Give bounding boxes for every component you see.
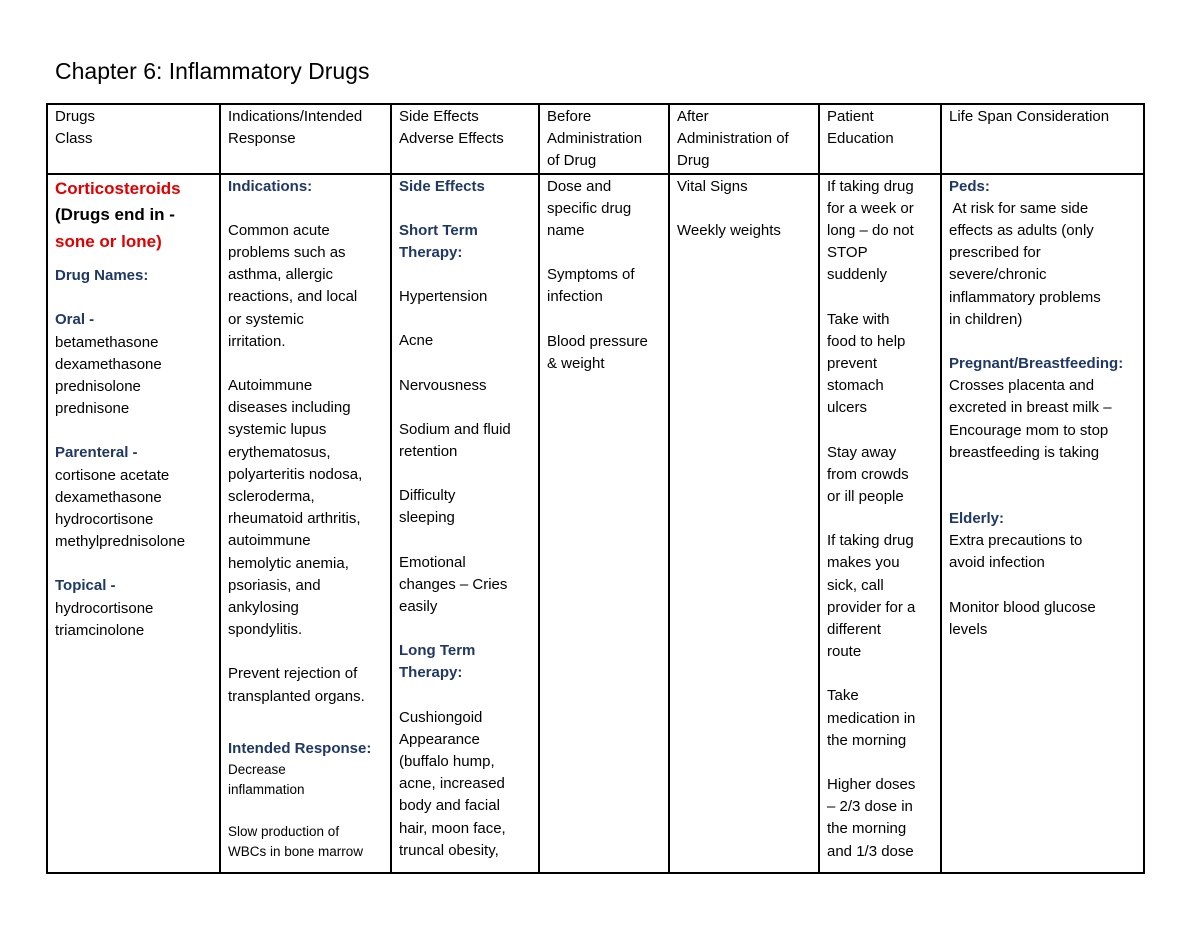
drug-name: dexamethasone — [55, 355, 162, 373]
drug-ending-line: (Drugs end in - — [55, 205, 175, 225]
drug-name: betamethasone — [55, 333, 159, 351]
text-line: rheumatoid arthritis, — [228, 510, 361, 528]
text-line: name — [547, 222, 585, 240]
text-line: prescribed for — [949, 244, 1041, 262]
header-line: Administration — [547, 130, 643, 148]
text-line: sick, call — [827, 576, 884, 594]
header-after-administration — [669, 104, 819, 174]
cell-before-administration — [539, 174, 669, 873]
drug-name: hydrocortisone — [55, 510, 154, 528]
text-line: hemolytic anemia, — [228, 554, 349, 572]
cell-life-span — [941, 174, 1144, 873]
text-line: Common acute — [228, 221, 330, 239]
text-line: stomach — [827, 377, 884, 395]
text-line: severe/chronic — [949, 266, 1047, 284]
peds-heading: Peds: — [949, 177, 990, 195]
cell-drugs-class — [47, 174, 220, 873]
header-drugs-class — [47, 104, 220, 174]
cell-indications — [220, 174, 391, 873]
text-line: scleroderma, — [228, 488, 315, 506]
elderly-heading: Elderly: — [949, 510, 1005, 528]
text-line: WBCs in bone marrow — [228, 844, 364, 860]
text-line: Take with — [827, 310, 890, 328]
text-line: Sodium and fluid — [399, 420, 511, 438]
header-indications — [220, 104, 391, 174]
header-line: Drug — [677, 152, 710, 170]
long-term-heading: Therapy: — [399, 664, 463, 682]
text-line: Take — [827, 687, 859, 705]
text-line: asthma, allergic — [228, 266, 334, 284]
header-patient-education — [819, 104, 941, 174]
drug-class-name: Corticosteroids — [55, 178, 181, 198]
header-before-administration — [539, 104, 669, 174]
drug-name: dexamethasone — [55, 488, 162, 506]
text-line: from crowds — [827, 465, 909, 483]
text-line: acne, increased — [399, 775, 505, 793]
text-line: inflammatory problems — [949, 288, 1101, 306]
indications-heading: Indications: — [228, 177, 313, 195]
text-line: Vital Signs — [677, 177, 748, 195]
text-line: avoid infection — [949, 554, 1045, 572]
text-line: autoimmune — [228, 532, 311, 550]
header-line: Indications/Intended — [228, 108, 363, 125]
oral-heading: Oral - — [55, 311, 95, 329]
text-line: irritation. — [228, 332, 286, 350]
text-line: diseases including — [228, 399, 351, 417]
text-line: Weekly weights — [677, 221, 781, 239]
header-life-span — [941, 104, 1144, 174]
text-line: sleeping — [399, 509, 455, 527]
text-line: Crosses placenta and — [949, 377, 1095, 395]
topical-heading: Topical - — [55, 577, 116, 595]
text-line: Nervousness — [399, 376, 487, 394]
cell-side-effects — [391, 174, 539, 873]
header-line: Response — [228, 130, 296, 148]
text-line: Prevent rejection of — [228, 665, 358, 683]
table-row — [47, 174, 1144, 873]
text-line: provider for a — [827, 598, 916, 616]
text-line: changes – Cries — [399, 575, 508, 593]
pregnant-heading: Pregnant/Breastfeeding: — [949, 355, 1124, 373]
text-line: Cushiongoid — [399, 708, 483, 726]
header-line: Patient — [827, 108, 874, 125]
text-line: Extra precautions to — [949, 532, 1083, 550]
text-line: Stay away — [827, 443, 897, 461]
text-line: ankylosing — [228, 599, 299, 617]
text-line: the morning — [827, 731, 907, 749]
text-line: Difficulty — [399, 487, 456, 505]
text-line: Encourage mom to stop — [949, 421, 1109, 439]
text-line: & weight — [547, 354, 605, 372]
page-title: Chapter 6: Inflammatory Drugs — [55, 58, 370, 84]
text-line: truncal obesity, — [399, 841, 499, 859]
drug-name: methylprednisolone — [55, 533, 186, 551]
drug-name: triamcinolone — [55, 621, 145, 639]
text-line: Appearance — [399, 730, 480, 748]
text-line: Higher doses — [827, 776, 916, 794]
text-line: Symptoms of — [547, 266, 635, 284]
text-line: Acne — [399, 332, 434, 350]
text-line: specific drug — [547, 199, 632, 217]
text-line: (buffalo hump, — [399, 753, 495, 771]
text-line: infection — [547, 288, 603, 306]
drug-name: cortisone acetate — [55, 466, 170, 484]
header-line: Before — [547, 108, 592, 125]
text-line: retention — [399, 443, 458, 461]
text-line: – 2/3 dose in — [827, 798, 913, 816]
text-line: transplanted organs. — [228, 687, 365, 705]
text-line: If taking drug — [827, 532, 914, 550]
text-line: Autoimmune — [228, 377, 313, 395]
text-line: Hypertension — [399, 288, 488, 306]
text-line: prevent — [827, 355, 878, 373]
text-line: psoriasis, and — [228, 576, 321, 594]
side-effects-heading: Side Effects — [399, 177, 485, 195]
header-line: Drugs — [55, 108, 96, 125]
header-line: Administration of — [677, 130, 789, 148]
text-line: and 1/3 dose — [827, 842, 914, 860]
header-side-effects — [391, 104, 539, 174]
text-line: long – do not — [827, 222, 914, 240]
drug-name: hydrocortisone — [55, 599, 154, 617]
header-line: Side Effects — [399, 108, 479, 125]
text-line: excreted in breast milk – — [949, 399, 1112, 417]
cell-after-administration — [669, 174, 819, 873]
text-line: easily — [399, 598, 438, 616]
text-line: If taking drug — [827, 177, 914, 195]
text-line: the morning — [827, 820, 907, 838]
text-line: makes you — [827, 554, 900, 572]
drug-table — [46, 103, 1145, 874]
long-term-heading: Long Term — [399, 642, 476, 660]
text-line: polyarteritis nodosa, — [228, 465, 363, 483]
text-line: or ill people — [827, 488, 904, 506]
short-term-heading: Therapy: — [399, 244, 463, 262]
header-line: Adverse Effects — [399, 130, 504, 148]
text-line: medication in — [827, 709, 916, 727]
drug-names-heading: Drug Names: — [55, 267, 149, 285]
text-line: reactions, and local — [228, 288, 358, 306]
short-term-heading: Short Term — [399, 221, 478, 239]
drug-name: prednisolone — [55, 377, 141, 395]
text-line: Slow production of — [228, 824, 340, 840]
intended-response-heading: Intended Response: — [228, 739, 372, 757]
text-line: spondylitis. — [228, 621, 303, 639]
text-line: suddenly — [827, 266, 888, 284]
text-line: Monitor blood glucose — [949, 598, 1096, 616]
text-line: inflammation — [228, 782, 305, 798]
header-line: Class — [55, 130, 93, 148]
header-line: Education — [827, 130, 894, 148]
text-line: for a week or — [827, 199, 914, 217]
table-header-row — [47, 104, 1144, 174]
text-line: food to help — [827, 332, 906, 350]
text-line: Blood pressure — [547, 332, 648, 350]
text-line: At risk for same side — [949, 199, 1089, 217]
header-line: After — [677, 108, 709, 125]
text-line: route — [827, 643, 862, 661]
text-line: effects as adults (only — [949, 222, 1094, 240]
parenteral-heading: Parenteral - — [55, 444, 138, 462]
header-line: Life Span Consideration — [949, 108, 1110, 125]
text-line: Decrease — [228, 762, 286, 778]
text-line: erythematosus, — [228, 443, 331, 461]
text-line: Emotional — [399, 553, 466, 571]
text-line: Dose and — [547, 177, 612, 195]
text-line: body and facial — [399, 797, 500, 815]
text-line: different — [827, 621, 881, 639]
text-line: ulcers — [827, 399, 868, 417]
header-line: of Drug — [547, 152, 597, 170]
text-line: problems such as — [228, 244, 346, 262]
text-line: systemic lupus — [228, 421, 327, 439]
text-line: STOP — [827, 244, 868, 262]
text-line: hair, moon face, — [399, 819, 506, 837]
cell-patient-education — [819, 174, 941, 873]
text-line: levels — [949, 620, 988, 638]
text-line: in children) — [949, 310, 1023, 328]
drug-ending-line: sone or lone) — [55, 231, 162, 251]
text-line: breastfeeding is taking — [949, 443, 1100, 461]
drug-name: prednisone — [55, 400, 130, 418]
text-line: or systemic — [228, 310, 304, 328]
